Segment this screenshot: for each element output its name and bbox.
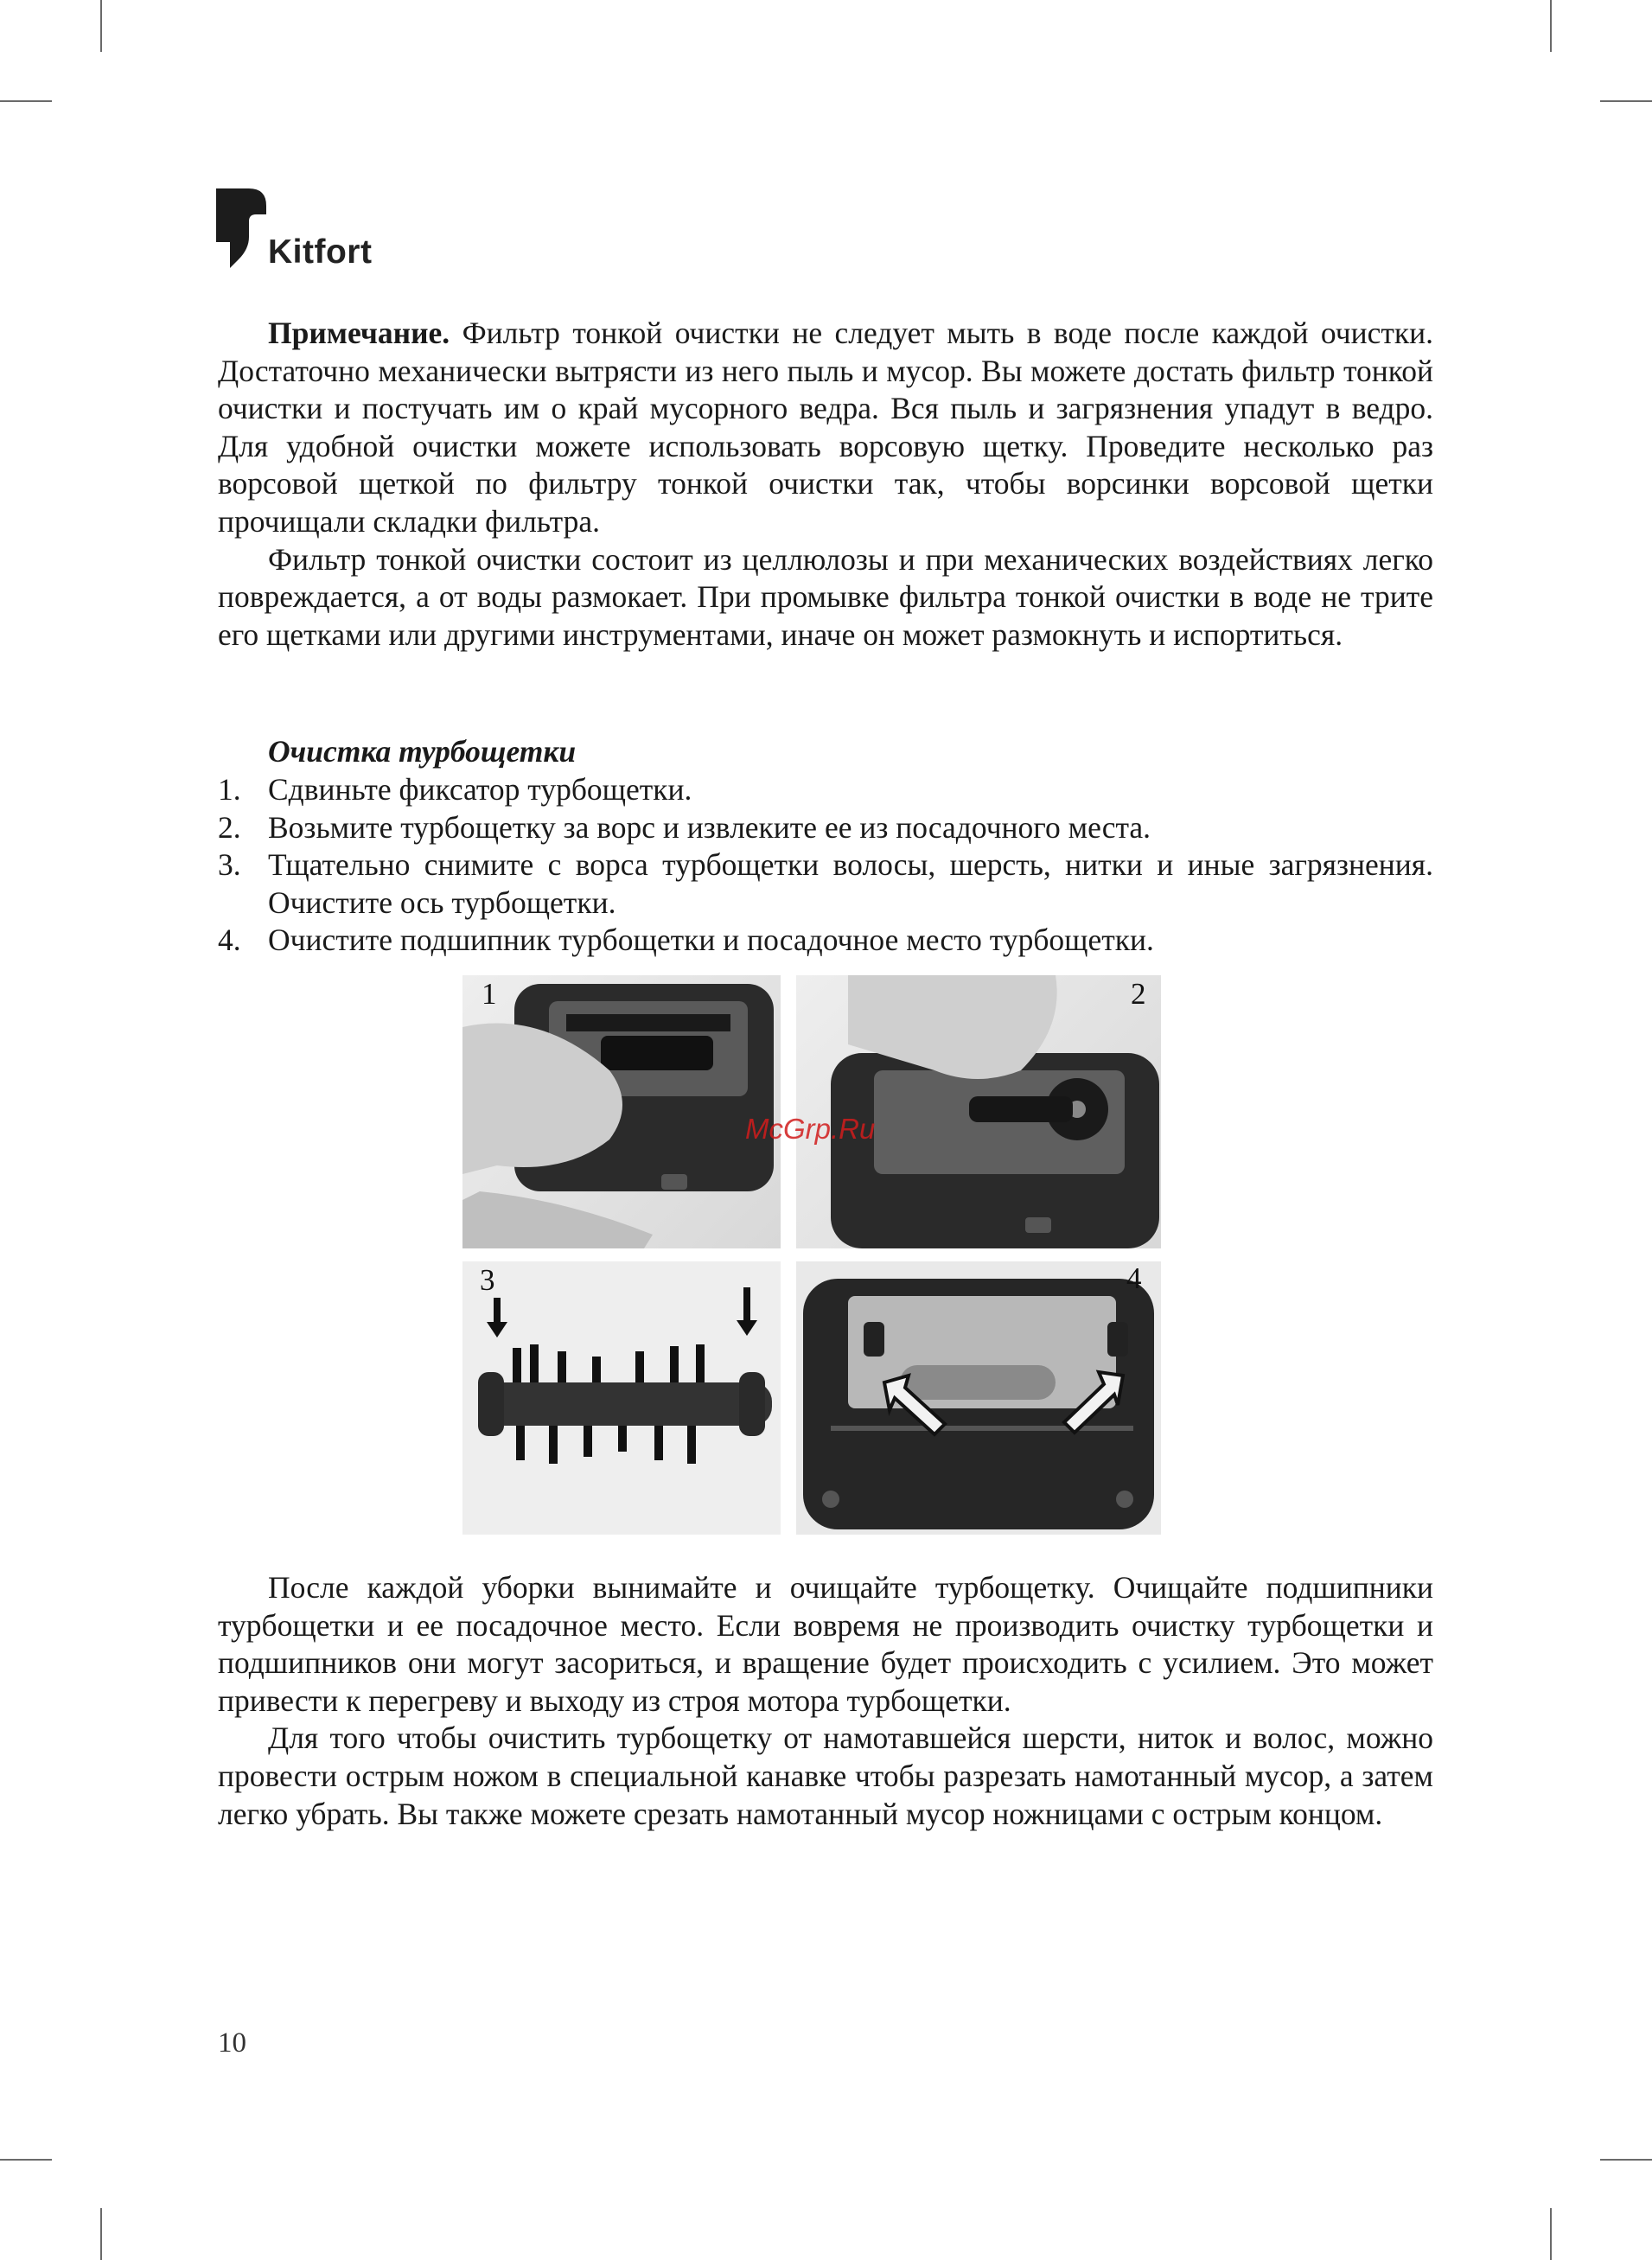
list-item bbox=[218, 809, 1433, 847]
crop-mark bbox=[1550, 2208, 1552, 2260]
photo-step-1 bbox=[462, 975, 781, 1248]
step-number: 1. bbox=[218, 772, 241, 807]
watermark: McGrp.Ru bbox=[745, 1113, 876, 1145]
list-item bbox=[218, 771, 1433, 809]
step-number: 4. bbox=[218, 923, 241, 958]
crop-mark bbox=[100, 0, 102, 52]
brush-seat-photo bbox=[796, 1261, 1161, 1535]
cleaning-paragraph: После каждой уборки вынимайте и очищайте турбощетку. Очищайте подшипники турбощетки и ее посадочное место. Если вовремя не производить очистку турбощетки и подшипников они могут засориться, и вращение будет происходить с усилием. Это может привести к перегреву и выходу из строя мотора турбощетки. bbox=[218, 1570, 1433, 1718]
brush-removal-photo bbox=[796, 975, 1161, 1248]
step-text: Тщательно снимите с ворса турбощетки волосы, шерсть, нитки и иные загрязнения. Очистите ось турбощетки. bbox=[268, 847, 1433, 920]
step-number: 3. bbox=[218, 847, 241, 883]
crop-mark bbox=[1550, 0, 1552, 52]
cutting-paragraph: Для того чтобы очистить турбощетку от намотавшейся шерсти, ниток и волос, можно провести острым ножом в специальной канавке чтобы разрезать намотанный мусор, а затем легко убрать. Вы также можете срезать намотанный мусор ножницами с острым концом. bbox=[218, 1721, 1433, 1831]
list-item bbox=[218, 846, 1433, 922]
photo-label: 1 bbox=[482, 977, 497, 1011]
kitfort-logo-icon bbox=[216, 188, 268, 268]
crop-mark bbox=[0, 2159, 52, 2161]
step-text: Очистите подшипник турбощетки и посадочное место турбощетки. bbox=[268, 923, 1154, 958]
step-number: 2. bbox=[218, 809, 241, 845]
page-number: 10 bbox=[218, 2027, 246, 2059]
step-text: Возьмите турбощетку за ворс и извлеките ее из посадочного места. bbox=[268, 809, 1151, 845]
brand-logo bbox=[216, 188, 389, 275]
photo-label: 2 bbox=[1131, 977, 1146, 1011]
note-paragraph bbox=[218, 315, 1433, 541]
note-text: Фильтр тонкой очистки не следует мыть в воде после каждой очистки. Достаточно механически вытрясти из него пыль и мусор. Вы можете достать фильтр тонкой очистки и постучать им о край мусорного ведра. Вся пыль и загрязнения упадут в ведро. Для удобной очистки можете использовать ворсовую щетку. Проведите несколько раз ворсовой щеткой по фильтру тонкой очистки так, чтобы ворсинки ворсовой щетки прочищали складки фильтра. bbox=[218, 316, 1433, 539]
brand-name: Kitfort bbox=[268, 233, 373, 271]
note-lead: Примечание. bbox=[268, 316, 450, 350]
crop-mark bbox=[100, 2208, 102, 2260]
brush-head-photo bbox=[462, 975, 781, 1248]
cleaning-block bbox=[218, 1569, 1433, 1833]
section-title: Очистка турбощетки bbox=[268, 734, 577, 769]
crop-mark bbox=[1600, 100, 1652, 102]
list-item bbox=[218, 922, 1433, 960]
photo-label: 4 bbox=[1126, 1261, 1142, 1295]
step-text: Сдвиньте фиксатор турбощетки. bbox=[268, 772, 692, 807]
photo-label: 3 bbox=[480, 1263, 495, 1297]
photo-step-2 bbox=[796, 975, 1161, 1248]
steps-list bbox=[218, 771, 1433, 960]
note-block bbox=[218, 315, 1433, 654]
photo-step-3 bbox=[462, 1261, 781, 1535]
turbo-brush-roller-photo bbox=[462, 1261, 781, 1535]
crop-mark bbox=[1600, 2159, 1652, 2161]
crop-mark bbox=[0, 100, 52, 102]
photo-step-4 bbox=[796, 1261, 1161, 1535]
filter-paragraph: Фильтр тонкой очистки состоит из целлюлозы и при механических воздействиях легко повреждается, а от воды размокает. При промывке фильтра тонкой очистки в воде не трите его щетками или другими инструментами, иначе он может размокнуть и испортиться. bbox=[218, 541, 1433, 652]
